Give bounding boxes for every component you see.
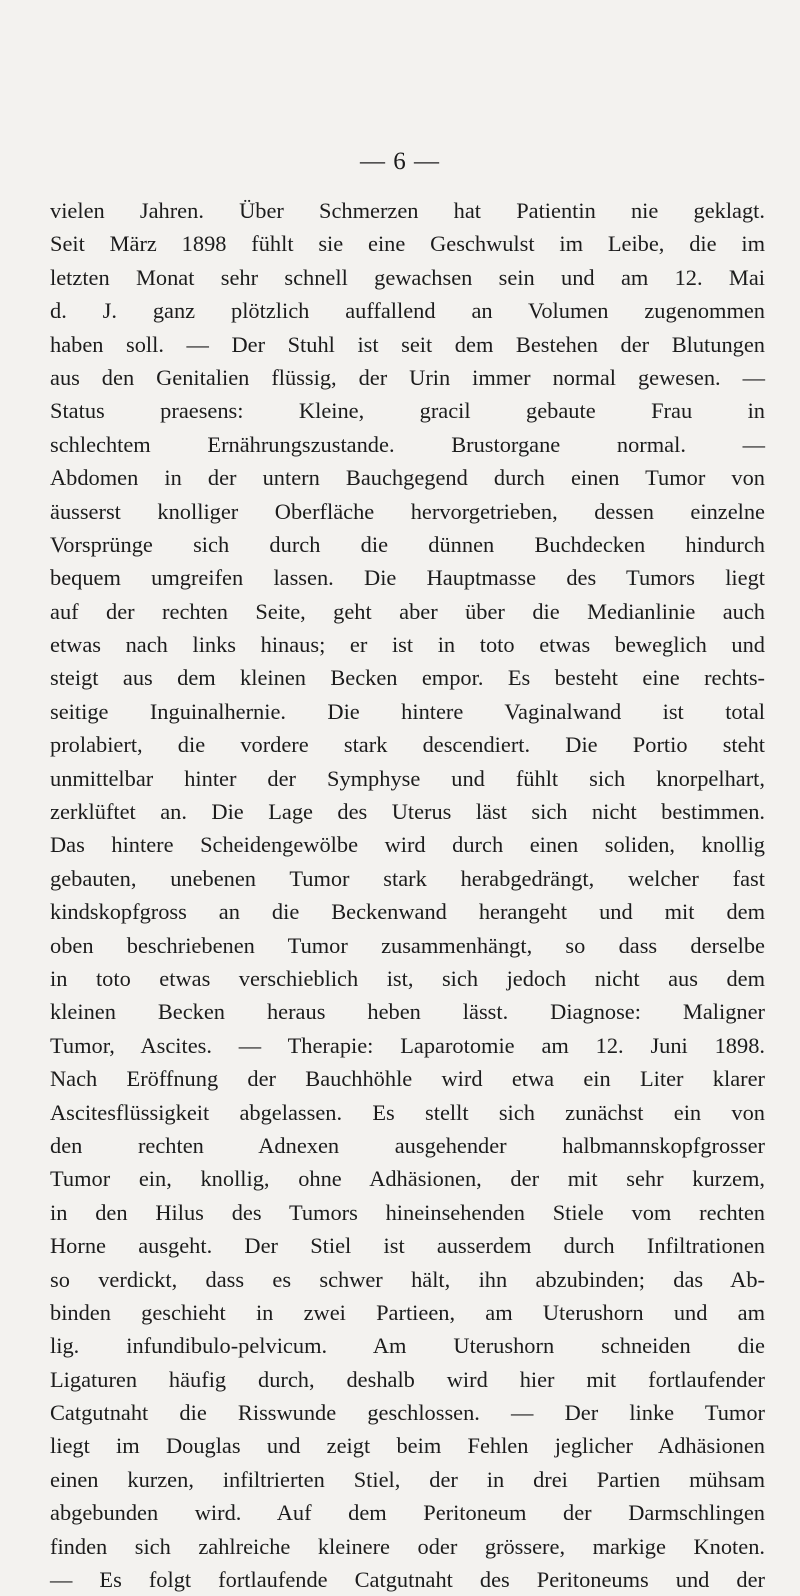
text-line: Tumor ein, knollig, ohne Adhäsionen, der mit sehr kurzem, <box>50 1166 765 1192</box>
text-line: so verdickt, dass es schwer hält, ihn abzubinden; das Ab- <box>50 1266 765 1292</box>
text-line: Vorsprünge sich durch die dünnen Buchdecken hindurch <box>50 531 765 557</box>
text-line: etwas nach links hinaus; er ist in toto etwas beweglich und <box>50 632 765 658</box>
text-line: prolabiert, die vordere stark descendiert. Die Portio steht <box>50 732 765 758</box>
text-line: kleinen Becken heraus heben lässt. Diagnose: Maligner <box>50 999 765 1025</box>
text-line: in toto etwas verschieblich ist, sich jedoch nicht aus dem <box>50 965 765 991</box>
text-line: seitige Inguinalhernie. Die hintere Vaginalwand ist total <box>50 698 765 724</box>
page-number: — 6 — <box>360 148 440 175</box>
text-line: gebauten, unebenen Tumor stark herabgedrängt, welcher fast <box>50 865 765 891</box>
text-line: Das hintere Scheidengewölbe wird durch einen soliden, knollig <box>50 832 765 858</box>
text-line: finden sich zahlreiche kleinere oder grössere, markige Knoten. <box>50 1533 765 1559</box>
text-line: abgebunden wird. Auf dem Peritoneum der Darmschlingen <box>50 1500 765 1526</box>
text-line: lig. infundibulo-pelvicum. Am Uterushorn schneiden die <box>50 1333 765 1359</box>
text-line: letzten Monat sehr schnell gewachsen sein und am 12. Mai <box>50 264 765 290</box>
text-line: oben beschriebenen Tumor zusammenhängt, so dass derselbe <box>50 932 765 958</box>
text-line: Nach Eröffnung der Bauchhöhle wird etwa ein Liter klarer <box>50 1066 765 1092</box>
text-line: haben soll. — Der Stuhl ist seit dem Bestehen der Blutungen <box>50 331 765 357</box>
text-line: aus den Genitalien flüssig, der Urin immer normal gewesen. — <box>50 364 765 390</box>
text-line: liegt im Douglas und zeigt beim Fehlen jeglicher Adhäsionen <box>50 1433 765 1459</box>
text-line: Seit März 1898 fühlt sie eine Geschwulst im Leibe, die im <box>50 231 765 257</box>
text-line: d. J. ganz plötzlich auffallend an Volumen zugenommen <box>50 298 765 324</box>
text-line: den rechten Adnexen ausgehender halbmannskopfgrosser <box>50 1132 765 1158</box>
text-line: — Es folgt fortlaufende Catgutnaht des Peritoneums und der <box>50 1567 765 1593</box>
text-line: bequem umgreifen lassen. Die Hauptmasse des Tumors liegt <box>50 565 765 591</box>
text-line: äusserst knolliger Oberfläche hervorgetrieben, dessen einzelne <box>50 498 765 524</box>
text-line: steigt aus dem kleinen Becken empor. Es besteht eine rechts- <box>50 665 765 691</box>
text-line: schlechtem Ernährungszustande. Brustorgane normal. — <box>50 431 765 457</box>
text-line: in den Hilus des Tumors hineinsehenden Stiele vom rechten <box>50 1199 765 1225</box>
text-line: Status praesens: Kleine, gracil gebaute Frau in <box>50 398 765 424</box>
text-line: auf der rechten Seite, geht aber über die Medianlinie auch <box>50 598 765 624</box>
text-line: einen kurzen, infiltrierten Stiel, der in drei Partien mühsam <box>50 1466 765 1492</box>
body-text <box>50 194 765 1596</box>
text-line: binden geschieht in zwei Partieen, am Uterushorn und am <box>50 1299 765 1325</box>
text-line: Abdomen in der untern Bauchgegend durch einen Tumor von <box>50 465 765 491</box>
text-line: zerklüftet an. Die Lage des Uterus läst sich nicht bestimmen. <box>50 799 765 825</box>
text-line: Ligaturen häufig durch, deshalb wird hier mit fortlaufender <box>50 1366 765 1392</box>
text-line: Ascitesflüssigkeit abgelassen. Es stellt sich zunächst ein von <box>50 1099 765 1125</box>
text-line: vielen Jahren. Über Schmerzen hat Patientin nie geklagt. <box>50 198 765 223</box>
text-line: Catgutnaht die Risswunde geschlossen. — Der linke Tumor <box>50 1400 765 1426</box>
text-line: Horne ausgeht. Der Stiel ist ausserdem durch Infiltrationen <box>50 1233 765 1259</box>
text-line: unmittelbar hinter der Symphyse und fühlt sich knorpelhart, <box>50 765 765 791</box>
text-line: kindskopfgross an die Beckenwand herangeht und mit dem <box>50 899 765 925</box>
text-line: Tumor, Ascites. — Therapie: Laparotomie am 12. Juni 1898. <box>50 1032 765 1058</box>
